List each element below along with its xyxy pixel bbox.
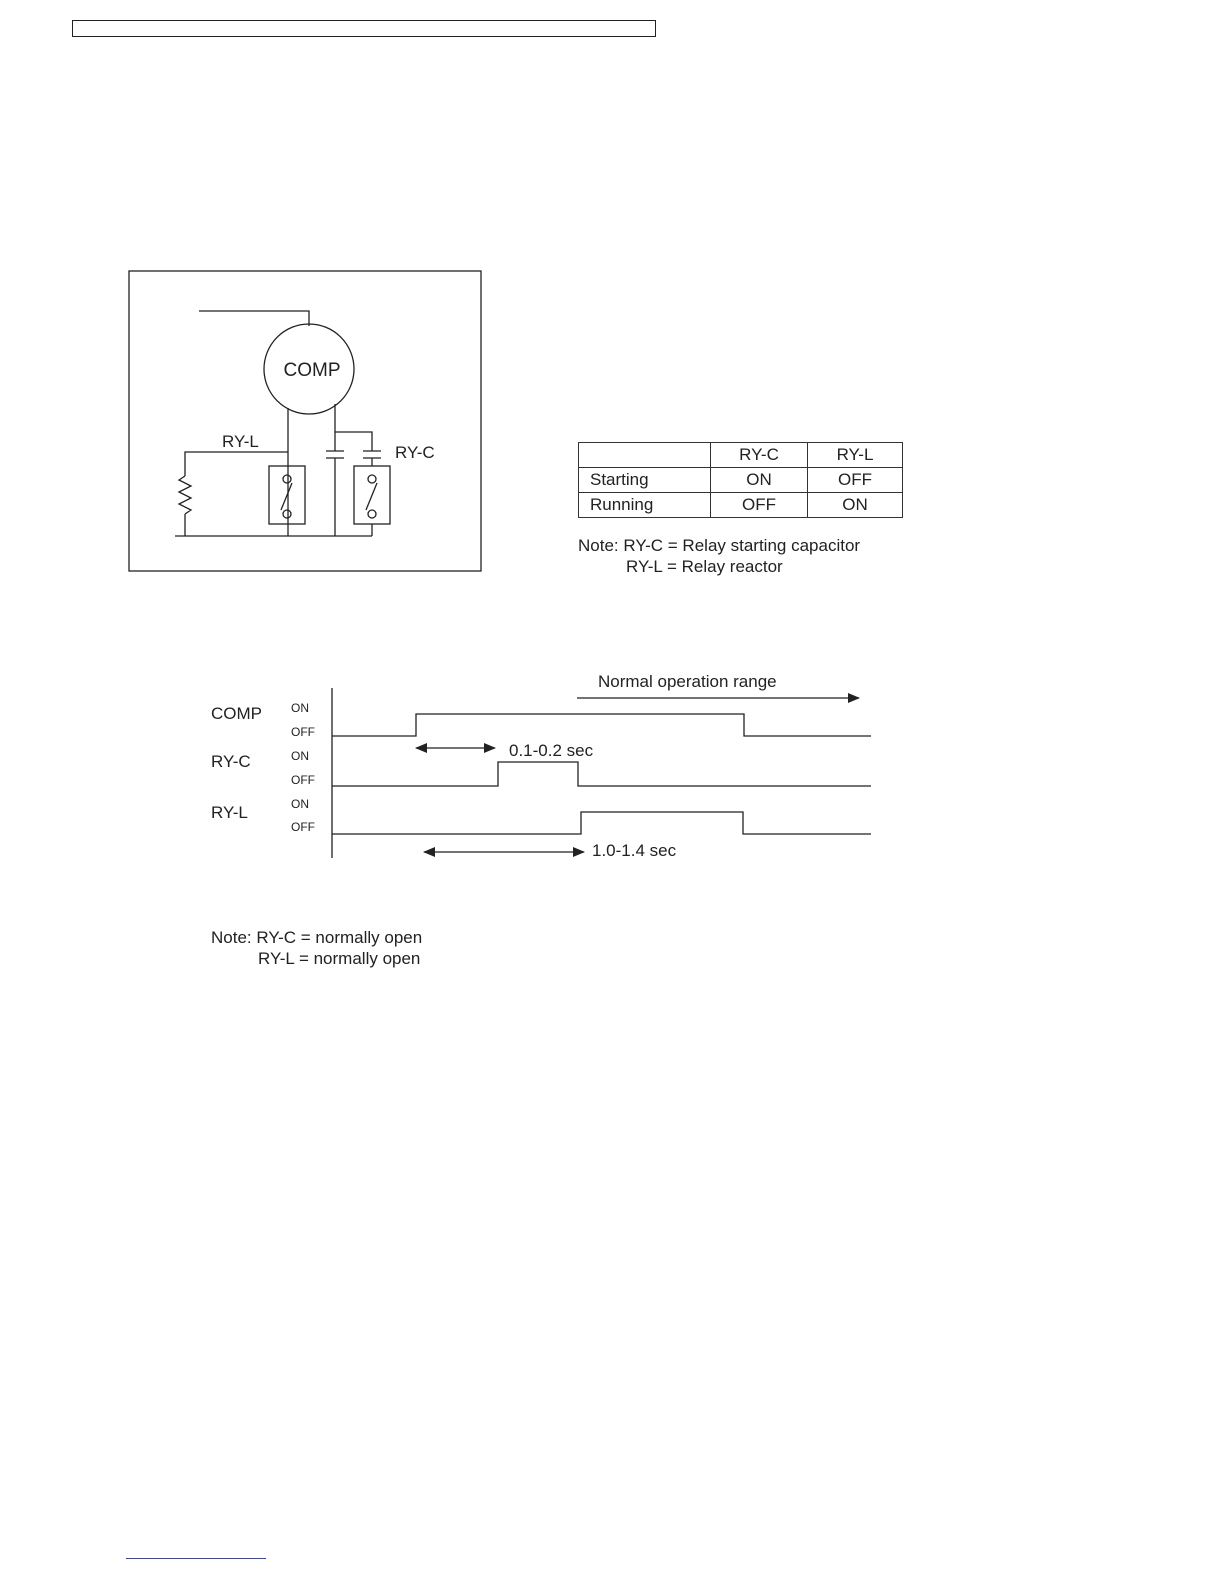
circuit-frame	[129, 271, 481, 571]
relay-note-prefix: Note:	[578, 536, 619, 555]
table-cell-ryl: OFF	[808, 468, 903, 493]
relay-note-line2: RY-L = Relay reactor	[626, 557, 783, 576]
timing-note-line1: RY-C = normally open	[256, 928, 423, 947]
timing-comp-label: COMP	[211, 704, 262, 723]
relay-note-line1: RY-C = Relay starting capacitor	[623, 536, 861, 555]
ryc-contact-top	[368, 475, 376, 483]
comp-label: COMP	[283, 360, 341, 381]
table-cell-state: Starting	[579, 468, 711, 493]
table-header-cell: RY-L	[808, 443, 903, 468]
run-capacitor	[326, 451, 344, 458]
timing-note	[211, 927, 422, 969]
start-capacitor	[363, 451, 381, 458]
ryl-switch-blade	[281, 483, 292, 510]
ryl-delay-label: 1.0-1.4 sec	[592, 841, 677, 860]
normal-range-label: Normal operation range	[598, 672, 777, 691]
timing-comp-on: ON	[291, 701, 309, 715]
start-capacitor-wire	[335, 432, 372, 451]
timing-ryc-label: RY-C	[211, 752, 251, 771]
supply-wire	[199, 311, 309, 326]
table-header-cell: RY-C	[711, 443, 808, 468]
timing-ryl-on: ON	[291, 797, 309, 811]
relay-note	[578, 535, 860, 577]
timing-ryl-off: OFF	[291, 820, 315, 834]
timing-comp-off: OFF	[291, 725, 315, 739]
reactor-top-wire	[185, 452, 288, 476]
ryl-contact-top	[283, 475, 291, 483]
ryl-label: RY-L	[222, 432, 259, 451]
ryl-waveform	[332, 812, 871, 834]
ryc-label: RY-C	[395, 443, 435, 462]
table-row	[579, 468, 903, 493]
footer-link[interactable]	[126, 1558, 266, 1559]
relay-state-table	[578, 442, 903, 518]
table-header-cell	[579, 443, 711, 468]
table-cell-ryc: ON	[711, 468, 808, 493]
timing-ryc-on: ON	[291, 749, 309, 763]
ryc-waveform	[332, 762, 871, 786]
ryc-contact-bottom	[368, 510, 376, 518]
comp-waveform	[332, 714, 871, 736]
table-row	[579, 493, 903, 518]
timing-ryc-off: OFF	[291, 773, 315, 787]
ryc-delay-label: 0.1-0.2 sec	[509, 741, 594, 760]
reactor-coil	[179, 476, 191, 514]
timing-note-prefix: Note:	[211, 928, 252, 947]
timing-ryl-label: RY-L	[211, 803, 248, 822]
timing-diagram	[211, 672, 871, 860]
ryc-switch-blade	[366, 483, 377, 510]
circuit-diagram	[129, 271, 481, 571]
table-cell-ryl: ON	[808, 493, 903, 518]
timing-note-line2: RY-L = normally open	[258, 949, 421, 968]
table-header-row	[579, 443, 903, 468]
table-cell-ryc: OFF	[711, 493, 808, 518]
table-cell-state: Running	[579, 493, 711, 518]
ryl-contact-bottom	[283, 510, 291, 518]
